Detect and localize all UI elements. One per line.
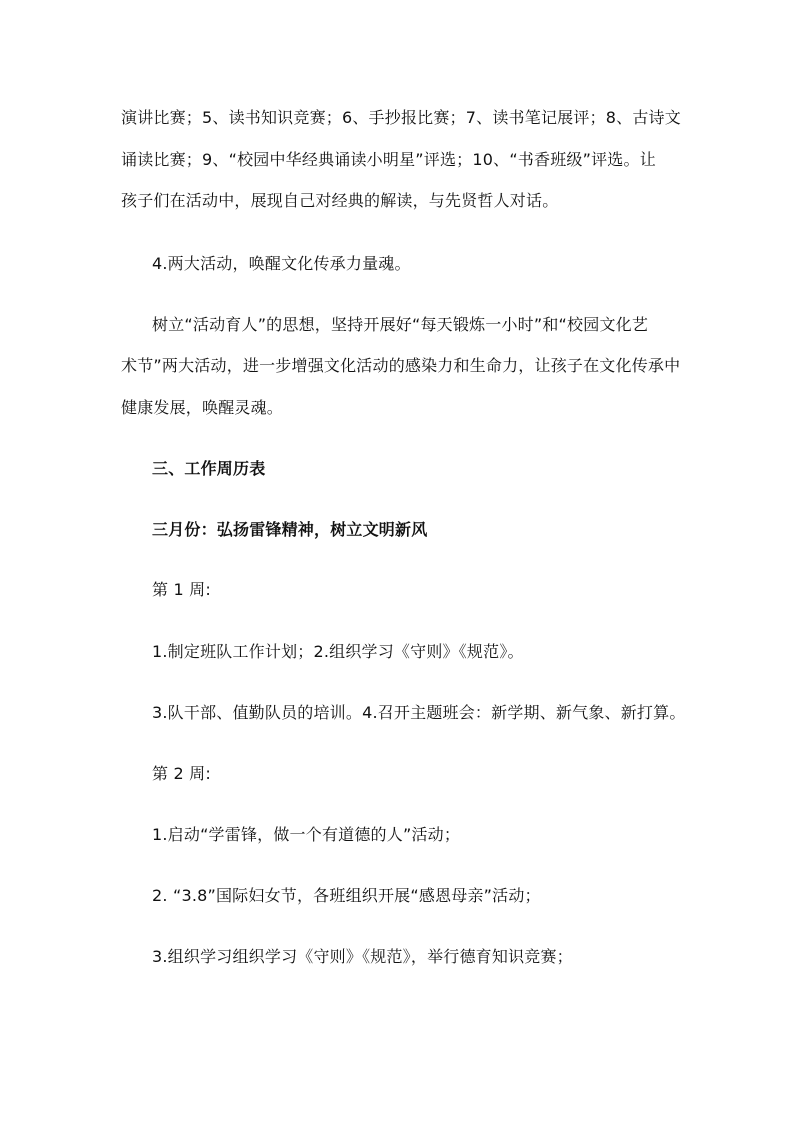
paragraph-line: 孩子们在活动中，展现自己对经典的解读，与先贤哲人对话。 [121, 191, 559, 210]
subheading: 4.两大活动，唤醒文化传承力量魂。 [152, 254, 411, 273]
paragraph-line: 术节”两大活动，进一步增强文化活动的感染力和生命力，让孩子在文化传承中 [121, 356, 681, 375]
paragraph-line: 树立“活动育人”的思想，坚持开展好“每天锻炼一小时”和“校园文化艺 [152, 315, 649, 334]
paragraph-line: 演讲比赛；5、读书知识竞赛；6、手抄报比赛；7、读书笔记展评；8、古诗文 [121, 108, 681, 127]
list-item: 2. “3.8”国际妇女节，各班组织开展“感恩母亲”活动； [152, 886, 541, 905]
list-item: 3.队干部、值勤队员的培训。4.召开主题班会：新学期、新气象、新打算。 [152, 703, 686, 722]
week-label: 第 2 周: [152, 764, 211, 783]
section-heading: 三、工作周历表 [152, 459, 266, 478]
list-item: 1.启动“学雷锋，做一个有道德的人”活动； [152, 825, 461, 844]
paragraph-line: 健康发展，唤醒灵魂。 [121, 398, 284, 417]
month-heading: 三月份：弘扬雷锋精神，树立文明新风 [152, 520, 428, 539]
list-item: 3.组织学习组织学习《守则》《规范》，举行德育知识竞赛； [152, 947, 573, 966]
list-item: 1.制定班队工作计划；2.组织学习《守则》《规范》。 [152, 642, 524, 661]
paragraph-line: 诵读比赛；9、“校园中华经典诵读小明星”评选；10、“书香班级”评选。让 [121, 150, 656, 169]
week-label: 第 1 周: [152, 580, 211, 599]
